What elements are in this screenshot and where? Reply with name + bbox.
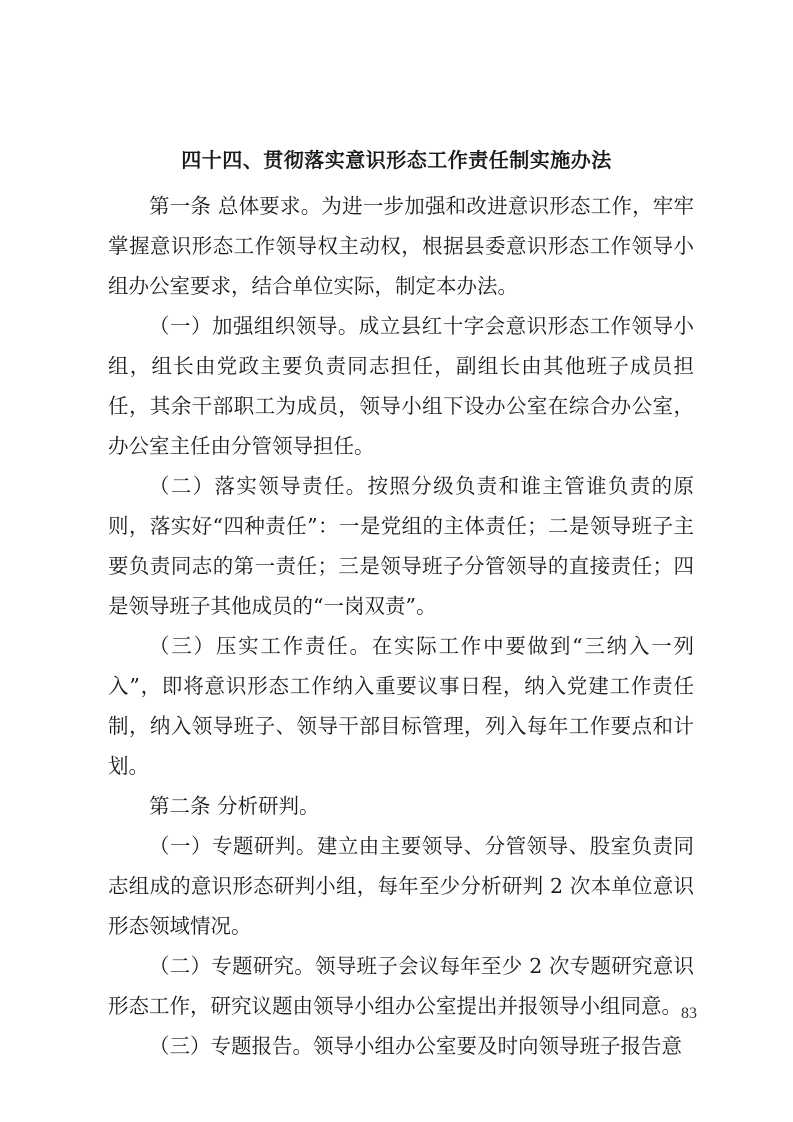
paragraph-item-2-3: （三）专题报告。领导小组办公室要及时向领导班子报告意	[149, 1034, 682, 1058]
paragraph-article-1: 第一条 总体要求。为进一步加强和改进意识形态工作，牢牢掌握意识形态工作领导权主动权，根据县委意识形态工作领导小组办公室要求，结合单位实际，制定本办法。	[108, 194, 694, 298]
paragraph-item-2-2: （二）专题研究。领导班子会议每年至少 2 次专题研究意识形态工作，研究议题由领导小组办公室提出并报领导小组同意。	[108, 954, 694, 1018]
paragraph-article-2: 第二条 分析研判。	[149, 794, 320, 818]
paragraph-item-1-1: （一）加强组织领导。成立县红十字会意识形态工作领导小组，组长由党政主要负责同志担任，副组长由其他班子成员担任，其余干部职工为成员，领导小组下设办公室在综合办公室，办公室主任由分管领导担任。	[108, 314, 694, 458]
paragraph-item-2-1: （一）专题研判。建立由主要领导、分管领导、股室负责同志组成的意识形态研判小组，每年至少分析研判 2 次本单位意识形态领域情况。	[108, 834, 694, 938]
paragraph-item-1-3: （三）压实工作责任。在实际工作中要做到“三纳入一列入”，即将意识形态工作纳入重要议事日程，纳入党建工作责任制，纳入领导班子、领导干部目标管理，列入每年工作要点和计划。	[108, 634, 694, 778]
page-number: 83	[681, 1005, 697, 1022]
paragraph-item-1-2: （二）落实领导责任。按照分级负责和谁主管谁负责的原则，落实好“四种责任”：一是党组的主体责任；二是领导班子主要负责同志的第一责任；三是领导班子分管领导的直接责任；四是领导班子其他成员的“一岗双责”。	[108, 474, 694, 618]
document-title: 四十四、贯彻落实意识形态工作责任制实施办法	[181, 148, 612, 172]
document-body	[108, 186, 694, 1066]
